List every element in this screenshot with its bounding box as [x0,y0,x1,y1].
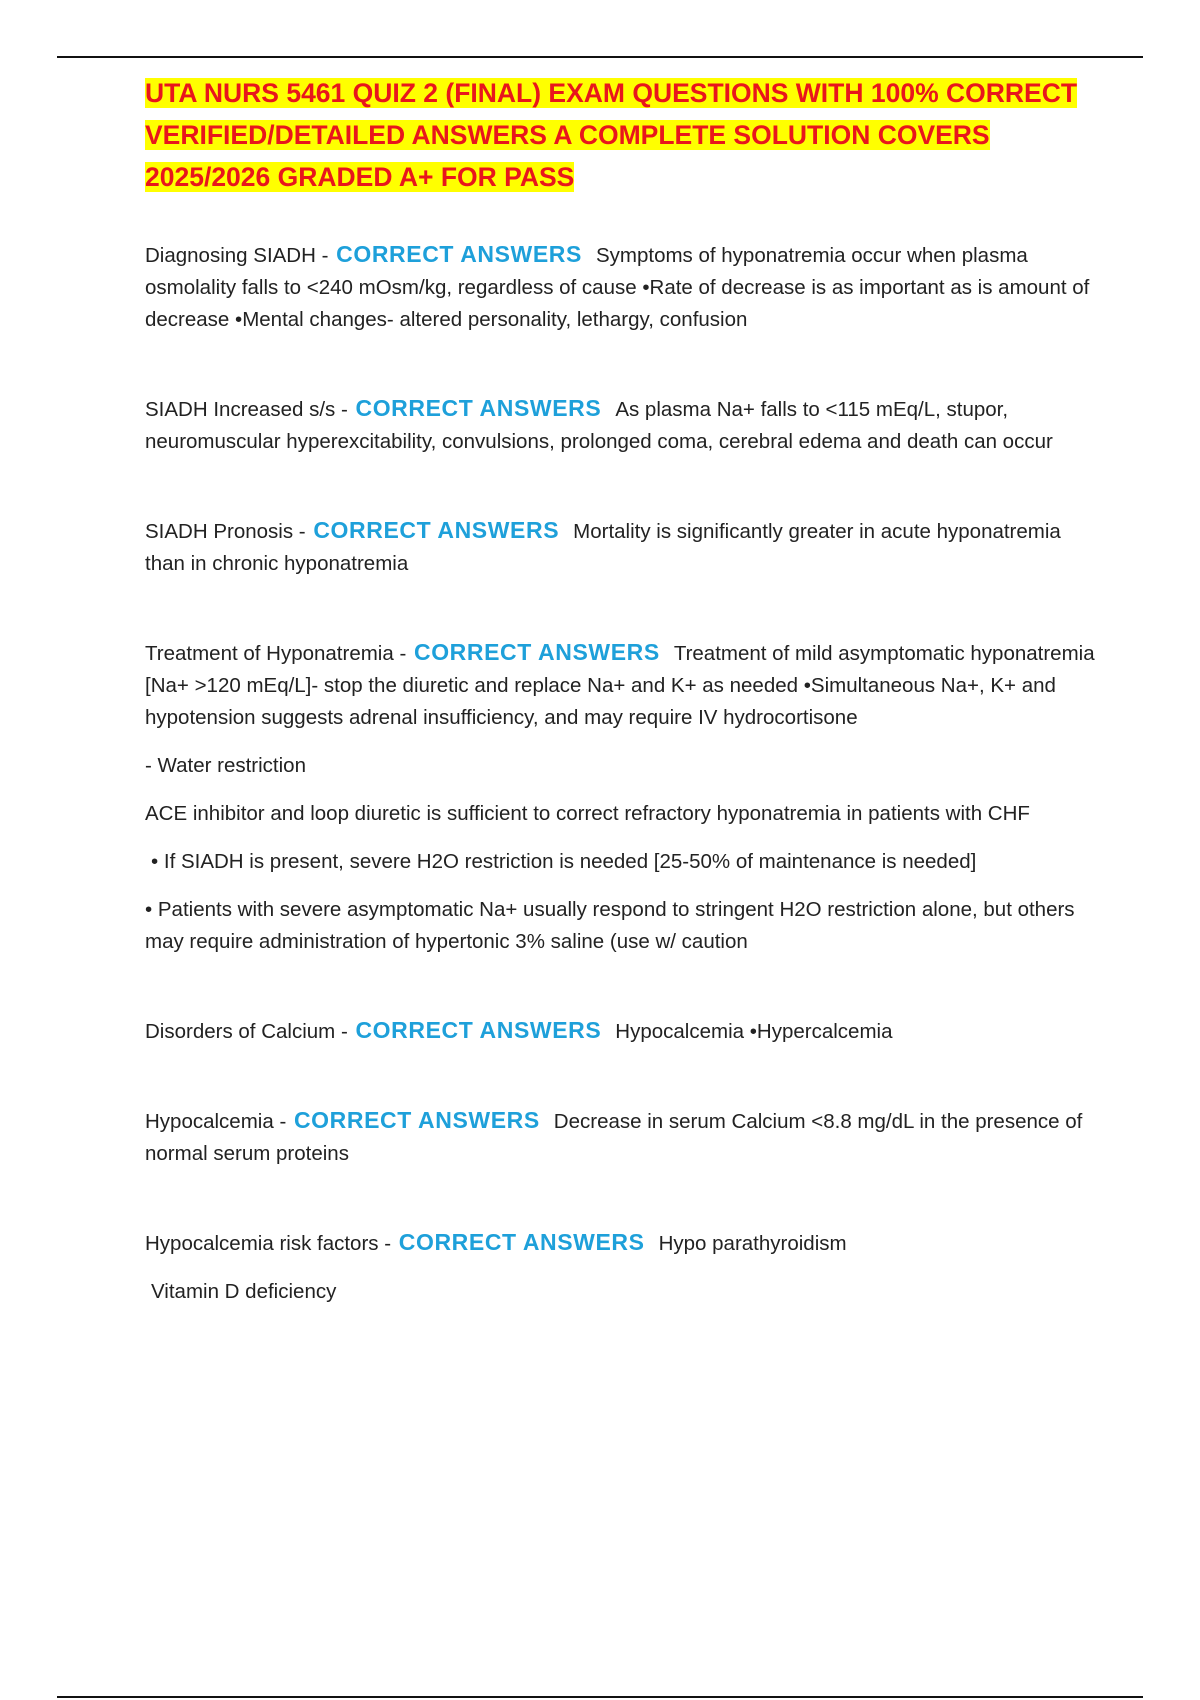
correct-answers-label: CORRECT ANSWERS [355,395,602,421]
correct-answers-label: CORRECT ANSWERS [398,1229,645,1255]
separator: - [378,1232,397,1255]
answer-text: Mortality is significantly greater in acute hyponatremia than in chronic hyponatremia [145,520,1061,575]
correct-answers-label: CORRECT ANSWERS [413,639,660,665]
answer-continuation: - Water restriction [145,754,306,777]
question-term: Treatment of Hyponatremia [145,642,394,665]
answer-bullet: • Patients with severe asymptomatic Na+ usually respond to stringent H2O restriction alone, but others may require administration of hypertonic 3% saline (use w/ caution [145,898,1075,953]
answer-text: Hypo parathyroidism [658,1232,847,1255]
question-term: SIADH Pronosis [145,520,294,543]
qa-entry [145,1014,1095,1048]
correct-answers-label: CORRECT ANSWERS [313,517,560,543]
document-title: UTA NURS 5461 QUIZ 2 (FINAL) EXAM QUESTIONS WITH 100% CORRECT VERIFIED/DETAILED ANSWERS A COMPLETE SOLUTION COVERS 2025/2026 GRADED A+ FOR PASS [145,78,1078,192]
qa-entry [145,1104,1095,1170]
correct-answers-label: CORRECT ANSWERS [355,1017,602,1043]
separator: - [315,244,335,267]
answer-continuation: ACE inhibitor and loop diuretic is sufficient to correct refractory hyponatremia in patients with CHF [145,802,1030,825]
answer-text: Symptoms of hyponatremia occur when plasma osmolality falls to <240 mOsm/kg, regardless of cause •Rate of decrease is as important as is amount of decrease •Mental changes- altered personality, lethargy, confusion [145,244,1090,331]
qa-line [145,1104,1095,1170]
qa-line [145,238,1095,336]
separator: - [293,520,312,543]
qa-entry [145,514,1095,580]
bottom-divider [57,1696,1143,1698]
question-term: Diagnosing SIADH [145,244,316,267]
answer-bullet: • If SIADH is present, severe H2O restriction is needed [25-50% of maintenance is needed] [151,850,977,873]
separator: - [273,1110,292,1133]
answer-text: Treatment of mild asymptomatic hyponatremia [Na+ >120 mEq/L]- stop the diuretic and replace Na+ and K+ as needed •Simultaneous Na+, K+ and hypotension suggests adrenal insufficiency, and may require IV hydrocortisone [145,642,1095,729]
document-body [145,72,1095,1364]
qa-line [145,1014,1095,1048]
qa-line [145,636,1095,734]
qa-line [145,1226,1095,1260]
qa-line [145,392,1095,458]
answer-continuation: Vitamin D deficiency [151,1280,337,1303]
qa-entry [145,392,1095,458]
correct-answers-label: CORRECT ANSWERS [293,1107,540,1133]
answer-text: Hypocalcemia •Hypercalcemia [615,1020,893,1043]
separator: - [335,398,354,421]
answer-text: Decrease in serum Calcium <8.8 mg/dL in the presence of normal serum proteins [145,1110,1083,1165]
qa-entry [145,1226,1095,1308]
separator: - [393,642,412,665]
qa-line [145,514,1095,580]
question-term: Disorders of Calcium [145,1020,336,1043]
separator: - [335,1020,354,1043]
question-term: Hypocalcemia risk factors [145,1232,379,1255]
answer-text: As plasma Na+ falls to <115 mEq/L, stupor, neuromuscular hyperexcitability, convulsions, prolonged coma, cerebral edema and death can occur [145,398,1053,453]
qa-entry [145,238,1095,336]
question-term: SIADH Increased s/s [145,398,336,421]
question-term: Hypocalcemia [145,1110,274,1133]
top-divider [57,56,1143,58]
qa-entry [145,636,1095,958]
correct-answers-label: CORRECT ANSWERS [336,241,582,267]
